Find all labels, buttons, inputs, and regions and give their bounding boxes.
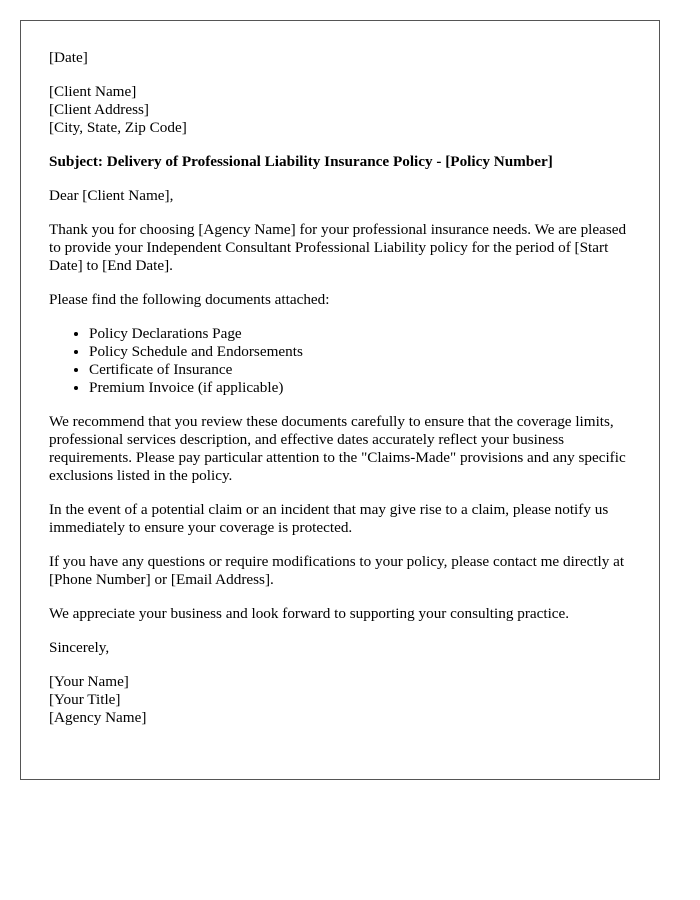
recipient-address: [Client Address] — [49, 101, 149, 118]
recipient-address-block — [49, 83, 631, 137]
date-text: [Date] — [49, 49, 88, 66]
salutation: Dear [Client Name], — [49, 187, 174, 204]
list-item: • Policy Schedule and Endorsements — [89, 343, 631, 361]
signature-agency: [Agency Name] — [49, 709, 147, 726]
appreciation-paragraph: We appreciate your business and look forward to supporting your consulting practice. — [49, 605, 570, 622]
letter-document — [20, 20, 660, 780]
signature-name: [Your Name] — [49, 673, 129, 690]
list-item: • Certificate of Insurance — [89, 361, 631, 379]
date-line — [49, 49, 631, 67]
review-paragraph: We recommend that you review these documents carefully to ensure that the coverage limits, professional services description, and effective dates accurately reflect your business requirements. Please pay particular attention to the "Claims-Made" provisions and any specific exclusions listed in the policy. — [49, 413, 626, 484]
signature-block — [49, 673, 631, 727]
list-item: • Policy Declarations Page — [89, 325, 631, 343]
recipient-city-state-zip: [City, State, Zip Code] — [49, 119, 187, 136]
subject-line: Subject: Delivery of Professional Liability Insurance Policy - [Policy Number] — [49, 153, 553, 170]
closing-line: Sincerely, — [49, 639, 110, 656]
attachments-list — [49, 325, 631, 397]
list-item: • Premium Invoice (if applicable) — [89, 379, 631, 397]
claims-paragraph: In the event of a potential claim or an incident that may give rise to a claim, please notify us immediately to ensure your coverage is protected. — [49, 501, 609, 536]
signature-title: [Your Title] — [49, 691, 121, 708]
attachments-intro-paragraph: Please find the following documents attached: — [49, 291, 330, 308]
contact-paragraph: If you have any questions or require modifications to your policy, please contact me directly at [Phone Number] or [Email Address]. — [49, 553, 625, 588]
recipient-name: [Client Name] — [49, 83, 137, 100]
intro-paragraph: Thank you for choosing [Agency Name] for your professional insurance needs. We are pleased to provide your Independent Consultant Professional Liability policy for the period of [Start Date] to [End Date]. — [49, 221, 627, 274]
